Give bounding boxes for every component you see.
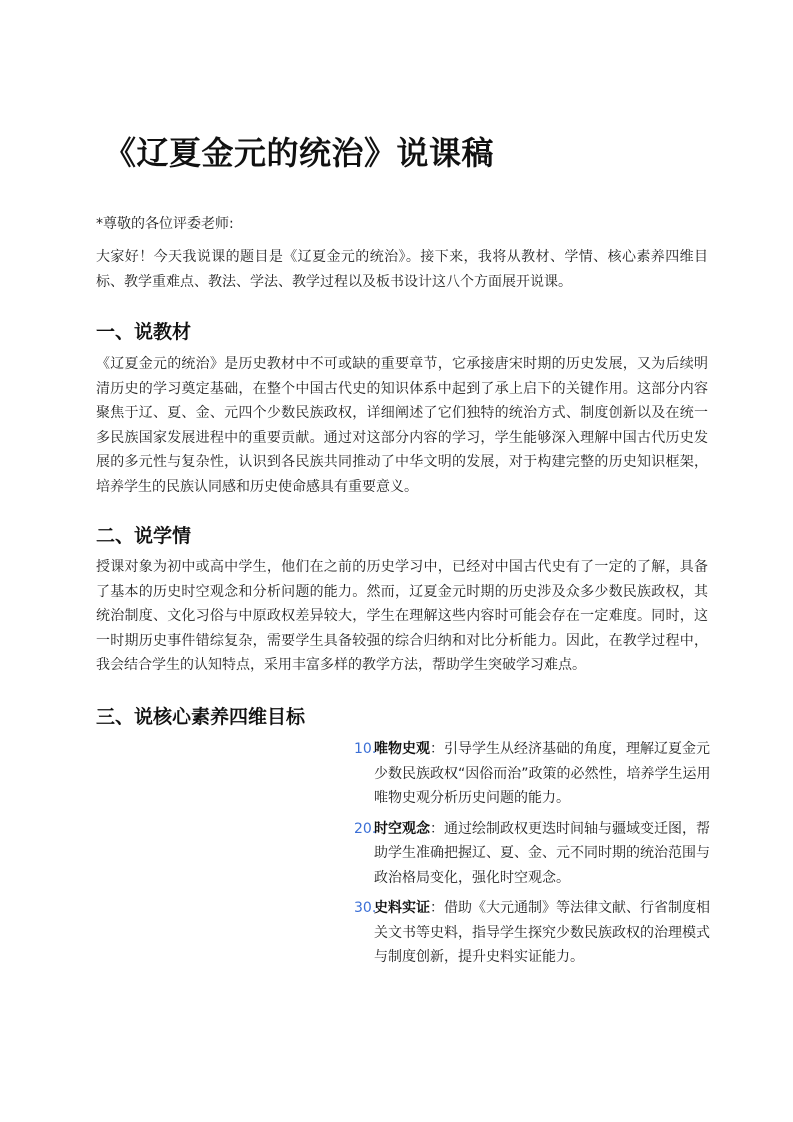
section-body-textbook: 《辽夏金元的统治》是历史教材中不可或缺的重要章节，它承接唐宋时期的历史发展，又为后续明清历史的学习奠定基础，在整个中国古代史的知识体系中起到了承上启下的关键作用。这部分内容聚焦于辽、夏、金、元四个少数民族政权，详细阐述了它们独特的统治方式、制度创新以及在统一多民族国家发展进程中的重要贡献。通过对这部分内容的学习，学生能够深入理解中国古代历史发展的多元性与复杂性，认识到各民族共同推动了中华文明的发展，对于构建完整的历史知识框架，培养学生的民族认同感和历史使命感具有重要意义。: [96, 356, 708, 495]
list-item: [352, 737, 712, 811]
section-heading-students: 二、说学情: [96, 525, 192, 547]
list-item: [352, 896, 712, 970]
section-heading-textbook: 一、说教材: [96, 321, 192, 343]
list-item-number: 30.: [354, 900, 377, 916]
section-body-students: 授课对象为初中或高中学生，他们在之前的历史学习中，已经对中国古代史有了一定的了解，具备了基本的历史时空观念和分析问题的能力。然而，辽夏金元时期的历史涉及众多少数民族政权，其统治制度、文化习俗与中原政权差异较大，学生在理解这些内容时可能会存在一定难度。同时，这一时期历史事件错综复杂，需要学生具备较强的综合归纳和对比分析能力。因此，在教学过程中，我会结合学生的认知特点，采用丰富多样的教学方法，帮助学生突破学习难点。: [96, 559, 708, 673]
salutation-text: *尊敬的各位评委老师:: [96, 216, 234, 232]
objectives-list: [352, 737, 712, 976]
document-title: 《辽夏金元的统治》说课稿: [104, 134, 495, 172]
list-item-body: ：通过绘制政权更迭时间轴与疆域变迁图，帮助学生准确把握辽、夏、金、元不同时期的统治范围与政治格局变化，强化时空观念。: [374, 820, 710, 886]
intro-paragraph: 大家好！今天我说课的题目是《辽夏金元的统治》。接下来，我将从教材、学情、核心素养四维目标、教学重难点、教法、学法、教学过程以及板书设计这八个方面展开说课。: [96, 249, 708, 290]
section-heading-objectives: 三、说核心素养四维目标: [96, 706, 306, 728]
list-item-body: ：引导学生从经济基础的角度，理解辽夏金元少数民族政权“因俗而治”政策的必然性，培养学生运用唯物史观分析历史问题的能力。: [374, 741, 711, 806]
list-item-body: ：借助《大元通制》等法律文献、行省制度相关文书等史料，指导学生探究少数民族政权的治理模式与制度创新，提升史料实证能力。: [374, 900, 710, 965]
list-item-term: 唯物史观: [374, 741, 430, 757]
list-item-term: 时空观念: [374, 820, 430, 837]
list-item-number: 20.: [354, 820, 377, 837]
list-item-term: 史料实证: [374, 900, 430, 916]
list-item-number: 10.: [354, 741, 377, 757]
list-item: [352, 817, 712, 891]
